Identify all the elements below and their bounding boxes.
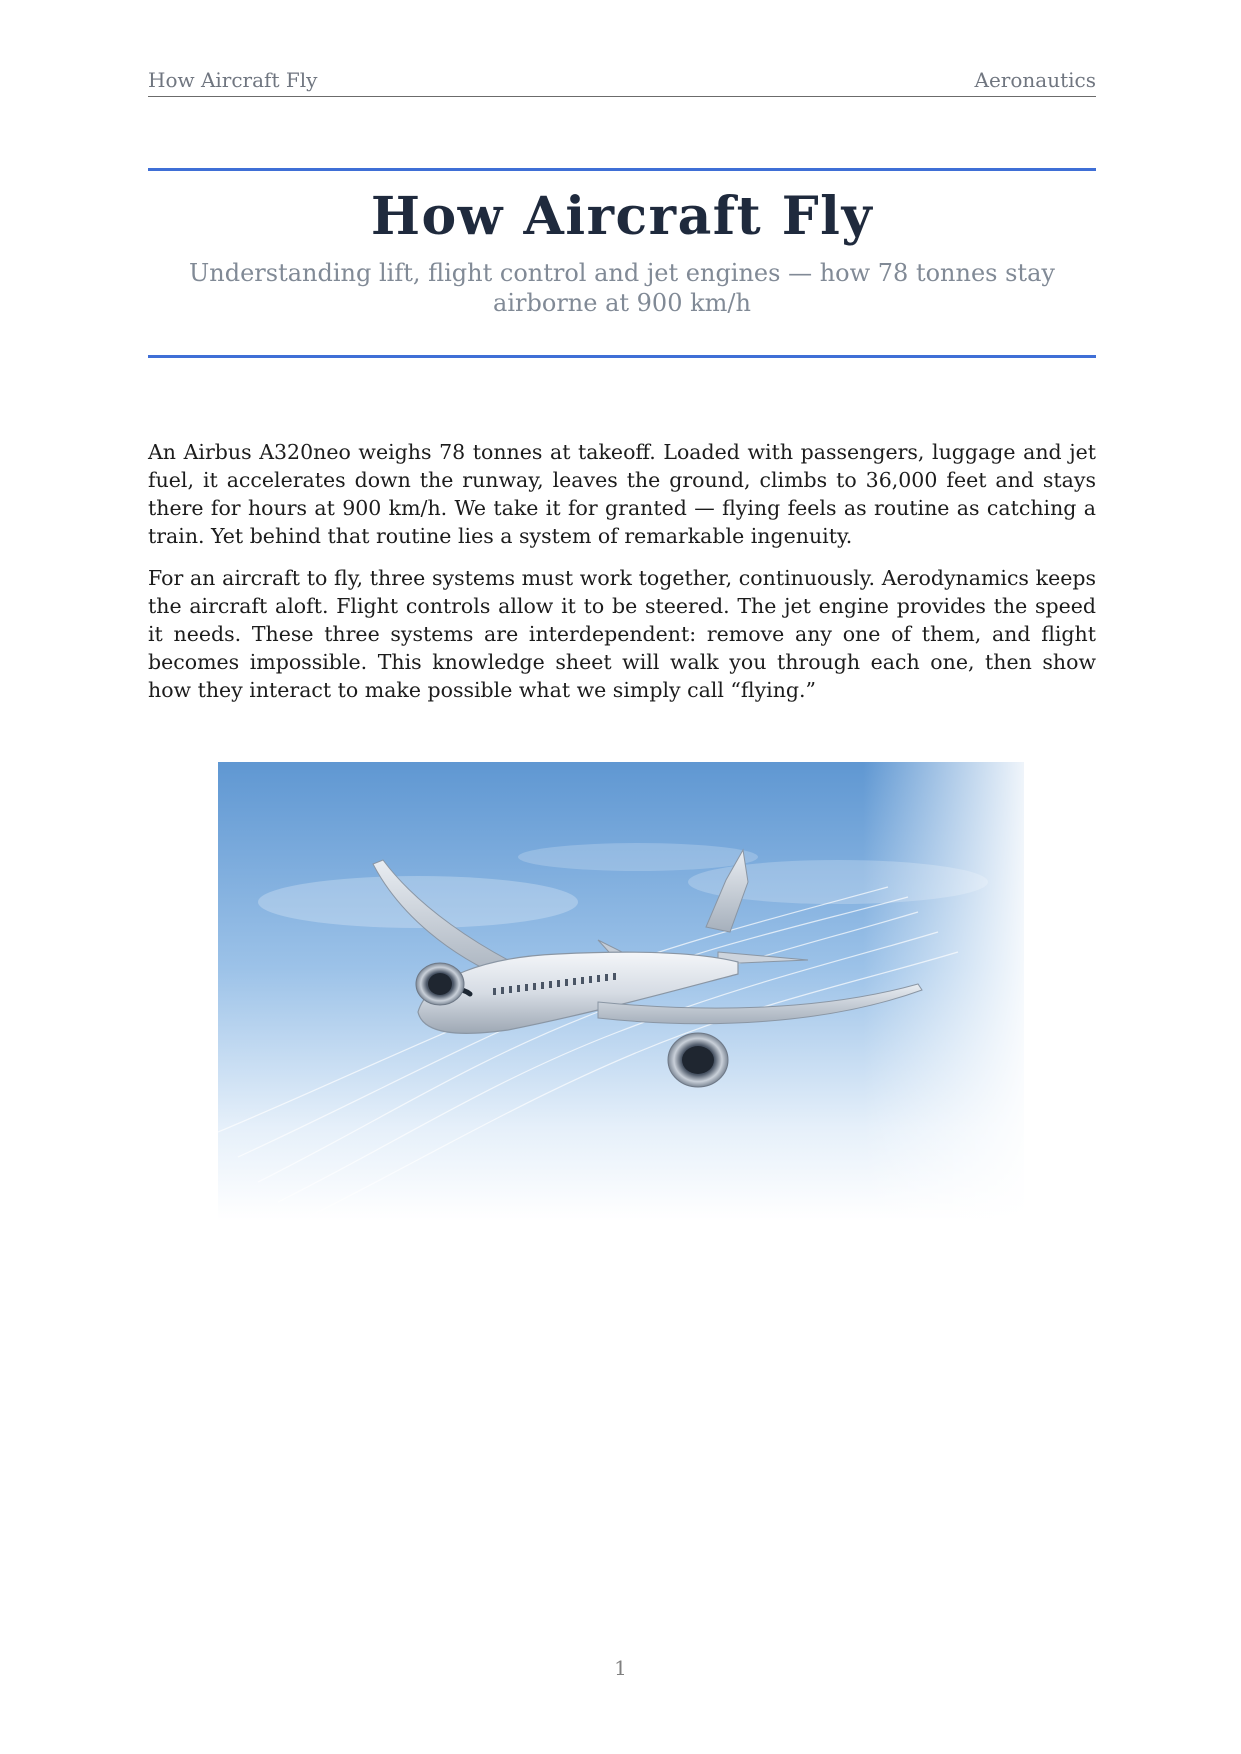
body-text (148, 438, 1096, 718)
paragraph-intro: An Airbus A320neo weighs 78 tonnes at takeoff. Loaded with passengers, luggage and jet fuel, it accelerates down the runway, leaves the ground, climbs to 36,000 feet and stays there for hours at 900 km/h. We take it for granted — flying feels as routine as catching a train. Yet behind that routine lies a system of remarkable ingenuity. (148, 440, 1096, 548)
airplane-figure (218, 762, 1024, 1220)
paragraph-systems: For an aircraft to fly, three systems must work together, continuously. Aerodynamics keeps the aircraft aloft. Flight controls allow it to be steered. The jet engine provides the speed it needs. These three systems are interdependent: remove any one of them, and flight becomes impossible. This knowledge sheet will walk you through each one, then show how they interact to make possible what we simply call “flying.” (148, 566, 1096, 702)
header-title: How Aircraft Fly (148, 68, 318, 92)
page-number: 1 (614, 1656, 627, 1680)
title-rule-top (148, 168, 1096, 171)
header-section: Aeronautics (974, 68, 1096, 92)
title-rule-bottom (148, 355, 1096, 358)
document-subtitle: Understanding lift, flight control and jet engines — how 78 tonnes stay airborne at 900 km/h (189, 259, 1055, 317)
airplane-illustration-icon (218, 762, 1024, 1220)
document-title: How Aircraft Fly (370, 186, 874, 247)
running-header (148, 68, 1096, 97)
